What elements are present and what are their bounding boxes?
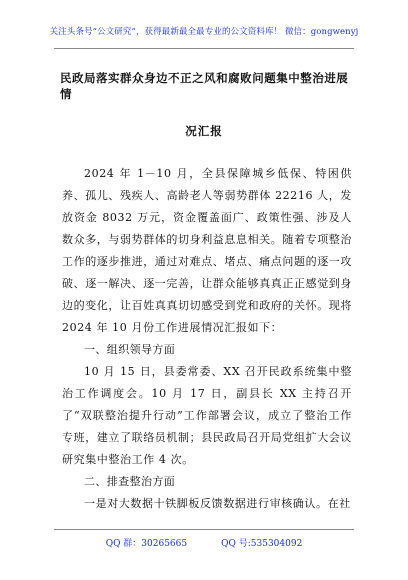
section-heading-rectification: 二、排查整治方面: [84, 475, 176, 488]
footer-divider: [54, 529, 354, 530]
header-divider: [54, 48, 354, 49]
paragraph-intro: 2024 年 1－10 月，全县保障城乡低保、特困供养、孤儿、残疾人、高龄老人等弱势群体 22216 人，发放资金 8032 万元，资金覆盖面广、政策性强、涉及人数众多，与弱势群体的切身利益息息相关。随着专项整治工作的逐步推进，通过对难点、堵点、痛点问题的逐一攻破、逐一解决、逐一完善，让群众能够真真正正感觉到身边的变化，让百姓真真切切感受到党和政府的关怀。现将 2024 年 10 月份工作进展情况汇报如下：: [62, 167, 352, 334]
footer-qq-number: QQ 号:535304092: [221, 539, 303, 549]
paragraph-rectification: 一是对大数据十铁脚板反馈数据进行审核确认。在社: [84, 497, 351, 510]
section-heading-organization: 一、组织领导方面: [84, 343, 176, 356]
document-title-continuation: 况汇报: [185, 124, 223, 138]
footer-qq-group: QQ 群：30265665: [105, 539, 188, 549]
paragraph-organization: 10 月 15 日，县委常委、XX 召开民政系统集中整治工作调度会。10 月 17 日，副县长 XX 主持召开了“双联整治提升行动”工作部署会议，成立了整治工作专班，建立了联络员机制；县民政局召开局党组扩大会议研究集中整治工作 4 次。: [62, 365, 352, 466]
footer-contact: [0, 538, 408, 550]
document-title: 民政局落实群众身边不正之风和腐败问题集中整治进展情: [60, 71, 348, 101]
header-banner: 关注头条号“公文研究”，获得最新最全最专业的公文资料库！ 微信：gongwenyj: [49, 27, 359, 37]
document-body: [62, 163, 352, 515]
